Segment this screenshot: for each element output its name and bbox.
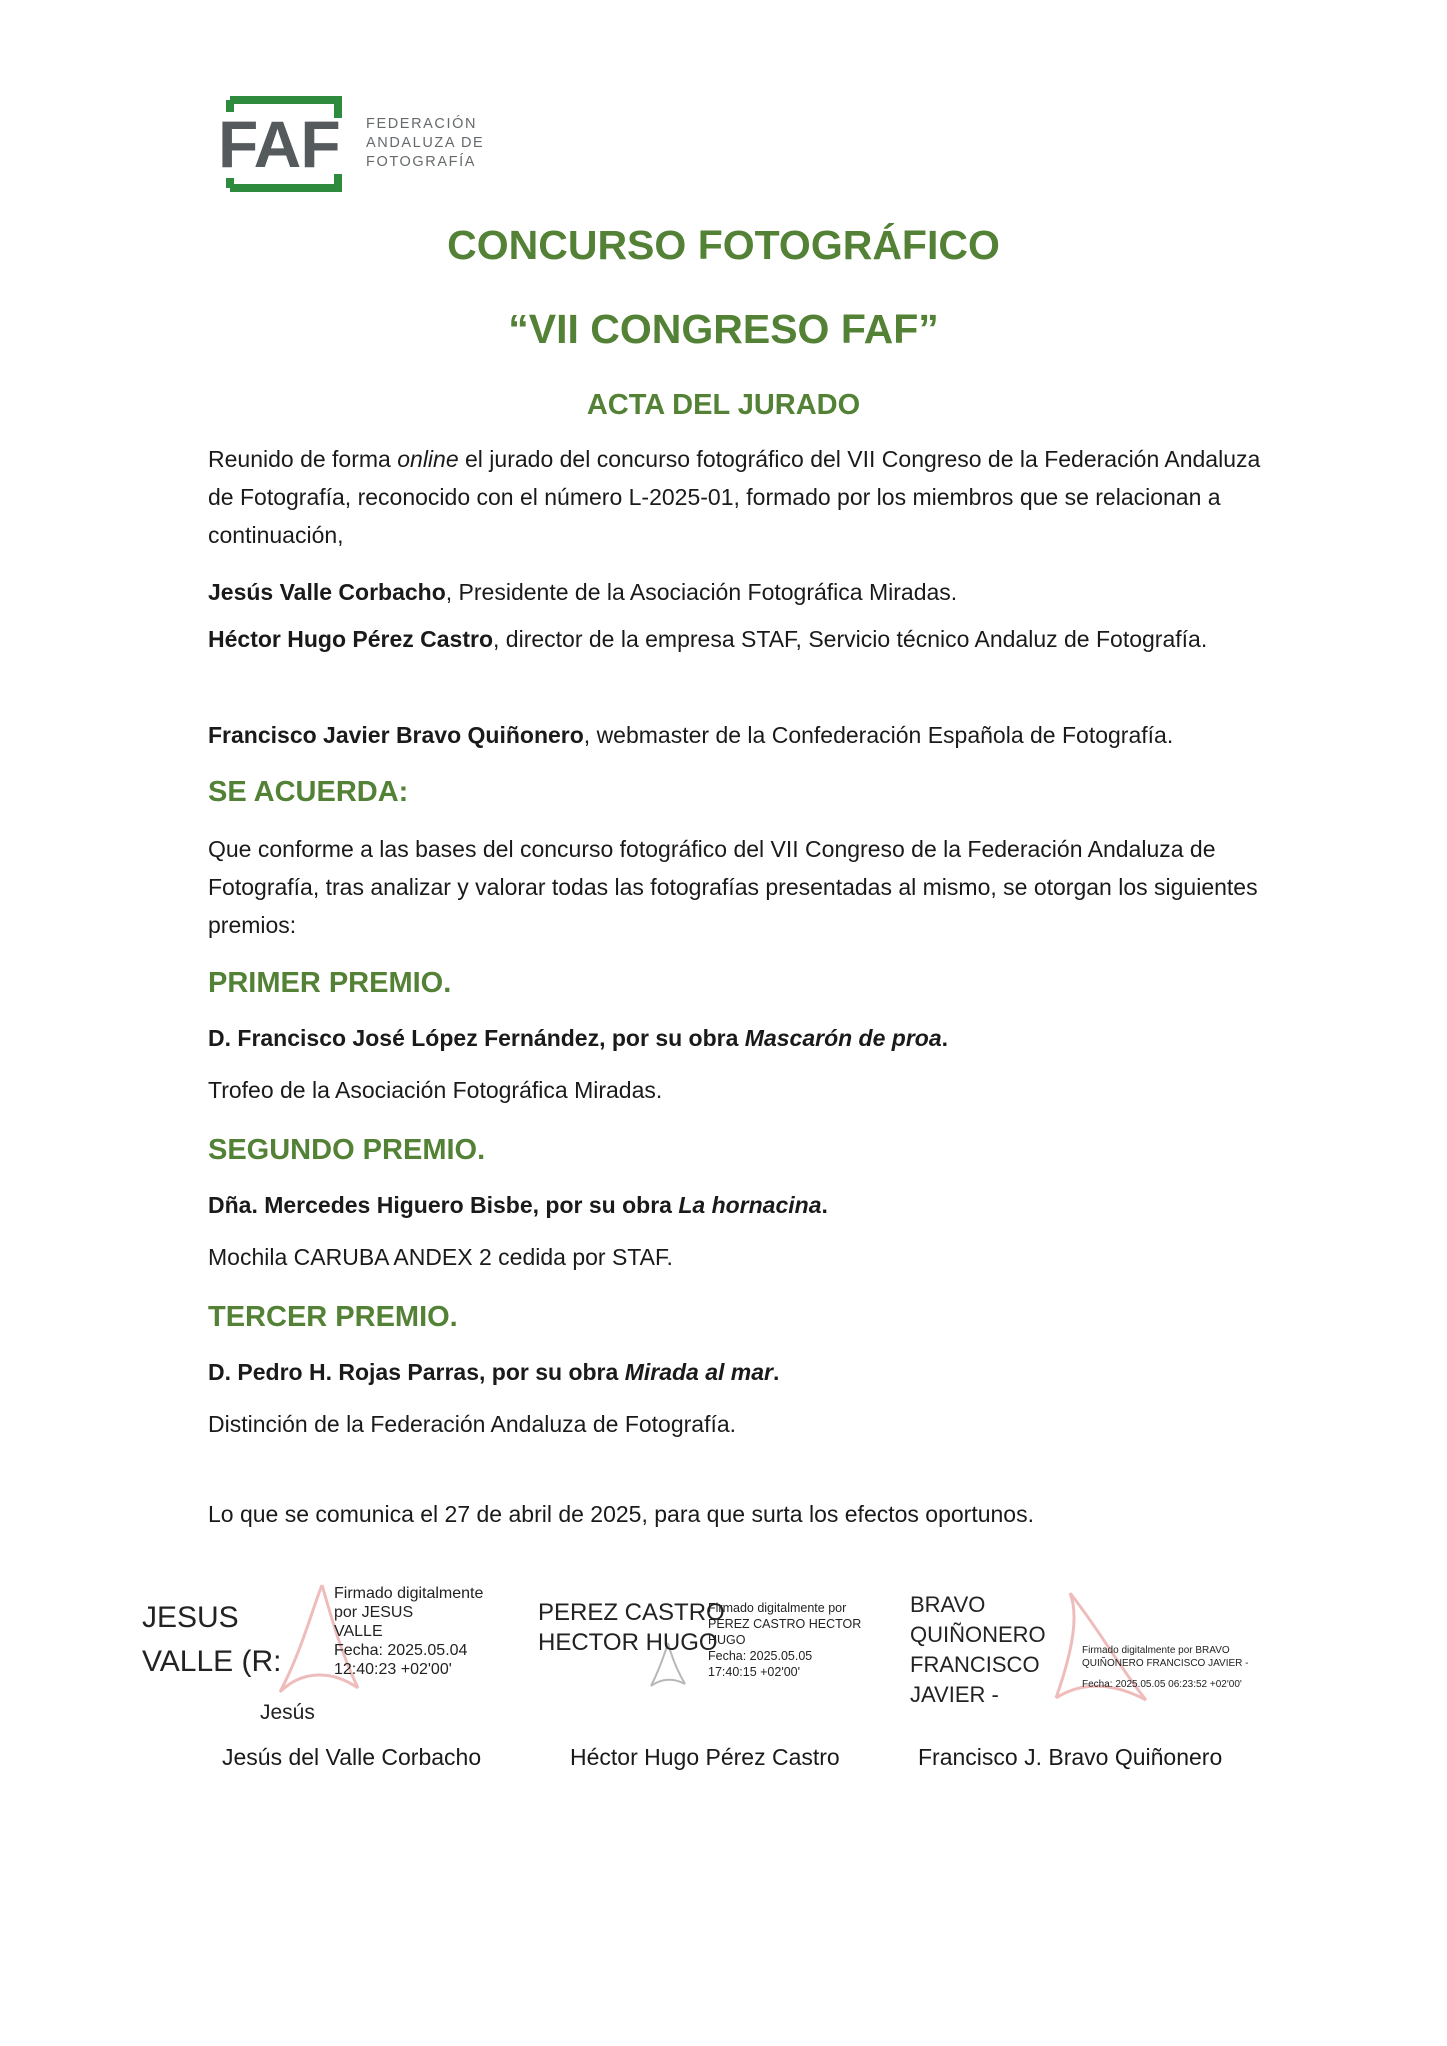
prize-award-3: Distinción de la Federación Andaluza de Fotografía.	[208, 1411, 737, 1437]
prize-award-2: Mochila CARUBA ANDEX 2 cedida por STAF.	[208, 1244, 673, 1270]
stamp-line: Firmado digitalmente	[334, 1585, 484, 1602]
stamp-line: por JESUS	[334, 1604, 414, 1621]
stamp-line: Fecha: 2025.05.05 06:23:52 +02'00'	[1082, 1679, 1242, 1690]
stamp-line: QUIÑONERO FRANCISCO JAVIER -	[1082, 1658, 1249, 1669]
signature-block-1	[142, 1580, 522, 1724]
prize-winner-1	[208, 1019, 948, 1057]
intro-online: online	[397, 446, 459, 472]
prize-award-1: Trofeo de la Asociación Fotográfica Miradas.	[208, 1077, 663, 1103]
work-title: La hornacina	[678, 1192, 822, 1218]
document-subtitle: “VII CONGRESO FAF”	[508, 306, 939, 352]
signature-block-2	[538, 1580, 878, 1720]
signer-name-line: JESUS	[142, 1601, 239, 1634]
work-title: Mascarón de proa	[744, 1025, 942, 1051]
jury-role: , director de la empresa STAF, Servicio técnico Andaluz de Fotografía.	[493, 626, 1208, 652]
winner-name: D. Francisco José López Fernández, por su obra	[208, 1025, 745, 1051]
signature-block-3	[910, 1580, 1270, 1720]
period: .	[821, 1192, 828, 1218]
period: .	[941, 1025, 949, 1051]
prize-heading-1: PRIMER PREMIO.	[208, 967, 452, 999]
agreement-text: Que conforme a las bases del concurso fotográfico del VII Congreso de la Federación Andaluza de Fotografía, tras analizar y valorar todas las fotografías presentadas al mismo, se otorgan los siguientes premios:	[208, 836, 1258, 938]
winner-name: Dña. Mercedes Higuero Bisbe, por su obra	[208, 1192, 679, 1218]
logo-letters: FAF	[218, 107, 340, 181]
logo-text-line2: ANDALUZA DE	[366, 135, 485, 151]
signer-name-line: JAVIER -	[910, 1682, 999, 1707]
winner-name: D. Pedro H. Rojas Parras, por su obra	[208, 1359, 625, 1385]
stamp-line: 12:40:23 +02'00'	[334, 1661, 452, 1678]
intro-paragraph	[208, 440, 1268, 554]
signer-name-line: Jesús	[260, 1701, 315, 1724]
jury-role: , webmaster de la Confederación Española de Fotografía.	[583, 722, 1174, 748]
jury-member-1	[208, 573, 1268, 611]
jury-name: Jesús Valle Corbacho	[208, 579, 446, 605]
document-title: CONCURSO FOTOGRÁFICO	[447, 222, 1000, 268]
prize-heading-3: TERCER PREMIO.	[208, 1301, 458, 1333]
signer-name-line: QUIÑONERO	[910, 1622, 1046, 1647]
signer-name-line: FRANCISCO	[910, 1652, 1040, 1677]
jury-name: Héctor Hugo Pérez Castro	[208, 626, 494, 652]
faf-logo	[214, 96, 484, 196]
stamp-line: Firmado digitalmente por	[708, 1601, 847, 1615]
period: .	[772, 1359, 780, 1385]
closing-statement: Lo que se comunica el 27 de abril de 2025, para que surta los efectos oportunos.	[208, 1501, 1034, 1527]
signer-name-line: VALLE (R:	[142, 1645, 282, 1678]
document-section-title: ACTA DEL JURADO	[586, 389, 861, 421]
stamp-line: PEREZ CASTRO HECTOR	[708, 1617, 862, 1631]
prize-heading-2: SEGUNDO PREMIO.	[208, 1134, 486, 1166]
logo-text	[366, 115, 484, 172]
signer-name-line: BRAVO	[910, 1592, 986, 1617]
logo-text-line1: FEDERACIÓN	[366, 116, 478, 132]
prize-winner-3	[208, 1353, 779, 1391]
jury-name: Francisco Javier Bravo Quiñonero	[208, 722, 584, 748]
stamp-line: 17:40:15 +02'00'	[708, 1665, 801, 1679]
intro-part2: el jurado del concurso fotográfico del VII Congreso de la Federación Andaluza de Fotografía, reconocido con el número L-2025-01, formado por los miembros que se relacionan a continuación,	[208, 446, 1261, 548]
printed-name-1: Jesús del Valle Corbacho	[222, 1744, 482, 1770]
stamp-line: VALLE	[334, 1623, 383, 1640]
stamp-line: Fecha: 2025.05.05	[708, 1649, 813, 1663]
signer-name-line: HECTOR HUGO	[538, 1629, 718, 1656]
jury-member-3	[208, 716, 1268, 754]
intro-part1: Reunido de forma	[208, 446, 398, 472]
printed-name-3: Francisco J. Bravo Quiñonero	[918, 1744, 1223, 1770]
printed-name-2: Héctor Hugo Pérez Castro	[570, 1744, 840, 1770]
stamp-line: HUGO	[708, 1633, 746, 1647]
jury-role: , Presidente de la Asociación Fotográfica Miradas.	[445, 579, 958, 605]
logo-text-line3: FOTOGRAFÍA	[366, 154, 476, 170]
jury-member-2	[208, 620, 1268, 658]
work-title: Mirada al mar	[624, 1359, 773, 1385]
stamp-line: Fecha: 2025.05.04	[334, 1642, 468, 1659]
prize-winner-2	[208, 1186, 828, 1224]
stamp-line: Firmado digitalmente por BRAVO	[1082, 1645, 1230, 1656]
signer-name-line: PEREZ CASTRO	[538, 1599, 725, 1626]
agreement-heading: SE ACUERDA:	[208, 776, 409, 808]
